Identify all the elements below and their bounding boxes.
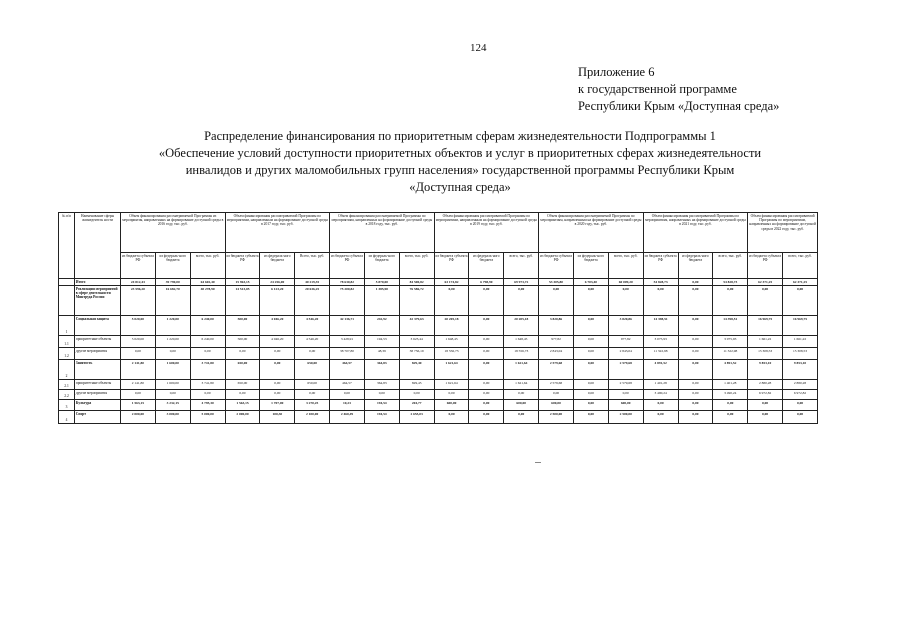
value-cell: 194,54 — [364, 400, 399, 411]
value-cell: 9 853,10 — [748, 360, 783, 380]
value-cell: 0,00 — [504, 286, 539, 316]
value-cell: 0,00 — [748, 286, 783, 316]
value-cell: 6 240,00 — [190, 316, 225, 336]
value-cell: 63 174,82 — [434, 279, 469, 286]
value-cell: 0,00 — [608, 286, 643, 316]
value-cell: 829,40 — [399, 360, 434, 380]
value-cell: 16 969,75 — [783, 316, 818, 336]
value-cell: 1 661,22 — [783, 336, 818, 348]
value-cell: 650,00 — [295, 380, 330, 390]
value-cell: 16 969,75 — [748, 316, 783, 336]
value-cell: 0,00 — [190, 348, 225, 360]
value-cell: 0,00 — [469, 411, 504, 424]
value-cell: 2 655,03 — [399, 411, 434, 424]
value-cell: 78 630,82 — [330, 279, 365, 286]
value-cell: 0,00 — [434, 390, 469, 400]
value-cell: 0,00 — [260, 380, 295, 390]
value-cell: 3 000,00 — [155, 411, 190, 424]
value-cell: 4 795,30 — [190, 400, 225, 411]
title-line-4: «Доступная среда» — [409, 180, 511, 194]
value-cell: 3 075,93 — [643, 336, 678, 348]
row-name: другие мероприятия — [75, 390, 121, 400]
table-row — [59, 286, 818, 316]
value-cell: 2 460,49 — [330, 411, 365, 424]
value-cell: 364,83 — [364, 360, 399, 380]
header-year-2020: Объем финансирования рассматриваемой Программы по мероприятиям, направленным на формирование доступной среды в 2020 году, тыс. руб. — [539, 213, 644, 253]
value-cell: 3 741,80 — [190, 380, 225, 390]
value-cell: 0,00 — [434, 411, 469, 424]
value-cell: 0,00 — [469, 336, 504, 348]
value-cell: 500,00 — [225, 316, 260, 336]
value-cell: 1 621,64 — [434, 380, 469, 390]
value-cell: 0,00 — [155, 390, 190, 400]
value-cell: 0,00 — [260, 390, 295, 400]
value-cell: 0,00 — [573, 390, 608, 400]
value-cell: 6 240,00 — [190, 336, 225, 348]
value-cell: 15 963,15 — [225, 279, 260, 286]
table-row — [59, 348, 818, 360]
value-cell: 24 256,00 — [260, 279, 295, 286]
subheader-cell: из бюджета субъекта РФ — [434, 253, 469, 279]
value-cell: 1 707,00 — [260, 400, 295, 411]
row-name: Занятость — [75, 360, 121, 380]
subheader-cell: из федераль-ного бюджета — [469, 253, 504, 279]
value-cell: 6 703,40 — [573, 279, 608, 286]
value-cell: 0,00 — [678, 316, 713, 336]
value-cell: 1 385,90 — [364, 286, 399, 316]
header-year-2018: Объем финансирования рассматриваемой Программы по мероприятиям, направленных на формирование доступной среды в 2018 году, тыс. руб. — [330, 213, 435, 253]
value-cell: 0,00 — [643, 286, 678, 316]
value-cell: 3 623,44 — [399, 336, 434, 348]
financing-table — [58, 212, 818, 424]
value-cell: 0,00 — [573, 348, 608, 360]
subheader-cell: из федераль-ного бюджета — [364, 253, 399, 279]
value-cell: 600,00 — [434, 400, 469, 411]
subheader-cell: из бюджета субъекта РФ — [748, 253, 783, 279]
value-cell: 0,00 — [469, 316, 504, 336]
value-cell: 0,00 — [748, 411, 783, 424]
title-line-1: Распределение финансирования по приоритетным сферам жизнедеятельности Подпрограммы 1 — [204, 129, 716, 143]
value-cell: 194,53 — [364, 336, 399, 348]
value-cell: 42 379,63 — [399, 316, 434, 336]
value-cell: 2 579,68 — [608, 380, 643, 390]
annex-block — [578, 64, 779, 115]
value-cell: 977,82 — [539, 336, 574, 348]
scan-mark — [535, 462, 541, 463]
row-number — [59, 286, 75, 316]
subheader-cell: из бюджета субъекта РФ — [121, 253, 156, 279]
subheader-cell: всего, тыс. руб. — [783, 253, 818, 279]
value-cell: 3 232,15 — [155, 400, 190, 411]
value-cell: 829,45 — [399, 380, 434, 390]
value-cell: 0,00 — [469, 380, 504, 390]
value-cell: 5 020,00 — [121, 336, 156, 348]
value-cell: 2 000,00 — [225, 411, 260, 424]
value-cell: 14 398,51 — [713, 316, 748, 336]
value-cell: 0,00 — [678, 286, 713, 316]
value-cell: 500,00 — [225, 336, 260, 348]
value-cell: 6 123,20 — [260, 286, 295, 316]
row-number: 2.2 — [59, 390, 75, 400]
value-cell: 0,00 — [748, 400, 783, 411]
table-row — [59, 279, 818, 286]
value-cell: 0,00 — [783, 411, 818, 424]
value-cell: 14 513,05 — [225, 286, 260, 316]
value-cell: 0,00 — [678, 348, 713, 360]
header-year-2019: Объем финансирования рассматриваемой Программы по мероприятиям, направленным на формирование доступной среды в 2019 году, тыс. руб. — [434, 213, 539, 253]
value-cell: 0,00 — [504, 411, 539, 424]
value-cell: 0,00 — [678, 380, 713, 390]
value-cell: 0,00 — [330, 390, 365, 400]
annex-line-2: к государственной программе — [578, 82, 737, 96]
value-cell: 600,00 — [608, 400, 643, 411]
page-number: 124 — [470, 42, 487, 54]
table-row — [59, 336, 818, 348]
value-cell: 9 853,10 — [783, 360, 818, 380]
value-cell: 0,00 — [399, 390, 434, 400]
value-cell: 1 648,45 — [434, 336, 469, 348]
value-cell: 0,00 — [608, 390, 643, 400]
value-cell: 0,00 — [678, 400, 713, 411]
title-line-2: «Обеспечение условий доступности приоритетных объектов и услуг в приоритетных сферах жизнедеятельности — [158, 146, 762, 160]
value-cell: 1 401,28 — [713, 380, 748, 390]
value-cell: 42 136,71 — [330, 316, 365, 336]
table-row — [59, 360, 818, 380]
value-cell: 0,00 — [539, 286, 574, 316]
row-name: Реализация мероприятий в сфере деятельности Минтруда России — [75, 286, 121, 316]
value-cell: 4 046,20 — [260, 336, 295, 348]
value-cell: 0,00 — [713, 286, 748, 316]
value-cell: 364,83 — [364, 380, 399, 390]
value-cell: 1 220,00 — [155, 336, 190, 348]
value-cell: 0,00 — [225, 390, 260, 400]
value-cell: 2 579,68 — [539, 380, 574, 390]
value-cell: 0,00 — [155, 348, 190, 360]
value-cell: 204,77 — [399, 400, 434, 411]
value-cell: 0,00 — [678, 279, 713, 286]
header-no: № п/п — [59, 213, 75, 279]
annex-line-3: Республики Крым «Доступная среда» — [578, 99, 780, 113]
value-cell: 3 075,93 — [713, 336, 748, 348]
value-cell: 3 820,86 — [608, 316, 643, 336]
value-cell: 2 500,00 — [539, 411, 574, 424]
value-cell: 1 600,00 — [155, 360, 190, 380]
header-year-2017: Объем финансирования рассматриваемой Программы по мероприятиям, направленным на формирование доступной среды в 2017 году, тыс. руб. — [225, 213, 330, 253]
table-header-row-1 — [59, 213, 818, 253]
value-cell: 464,57 — [330, 380, 365, 390]
row-number: 1.2 — [59, 348, 75, 360]
value-cell: 4 046,20 — [260, 316, 295, 336]
value-cell: 1 600,00 — [155, 380, 190, 390]
value-cell: 84 500,82 — [399, 279, 434, 286]
value-cell: 1 648,45 — [504, 336, 539, 348]
row-number: 1 — [59, 316, 75, 336]
row-number: 3 — [59, 400, 75, 411]
subheader-cell: Всего, тыс. руб. — [295, 253, 330, 279]
value-cell: 2 000,00 — [121, 411, 156, 424]
value-cell: 464,57 — [330, 360, 365, 380]
value-cell: 0,00 — [713, 411, 748, 424]
value-cell: 0,00 — [190, 390, 225, 400]
row-number: 2.1 — [59, 380, 75, 390]
value-cell: 1 563,15 — [121, 400, 156, 411]
subheader-cell: всего, тыс. руб. — [399, 253, 434, 279]
value-cell: 0,00 — [469, 390, 504, 400]
value-cell: 1 563,15 — [225, 400, 260, 411]
subheader-cell: из бюджета субъекта РФ — [643, 253, 678, 279]
row-name: приоритетные объекты — [75, 380, 121, 390]
value-cell: 1 621,64 — [434, 360, 469, 380]
value-cell: 3 490,24 — [643, 390, 678, 400]
value-cell: 2 843,04 — [608, 348, 643, 360]
value-cell: 977,82 — [608, 336, 643, 348]
value-cell: 0,00 — [225, 348, 260, 360]
value-cell: 1 220,00 — [155, 316, 190, 336]
header-year-2016: Объем финансирования рассматриваемой Программы из мероприятия, направленных на формирование доступной среды в 2016 году, тыс. руб. — [121, 213, 226, 253]
document-title — [110, 128, 810, 196]
value-cell: 4 546,20 — [295, 316, 330, 336]
value-cell: 0,00 — [678, 336, 713, 348]
value-cell: 0,00 — [504, 390, 539, 400]
value-cell: 4 546,20 — [295, 336, 330, 348]
subheader-cell: из федераль-ного бюджета — [260, 253, 295, 279]
value-cell: 2 141,80 — [121, 380, 156, 390]
value-cell: 38 707,80 — [330, 348, 365, 360]
value-cell: 0,00 — [678, 390, 713, 400]
header-year-2021: Объем финансирования рассматриваемой Программы по мероприятиям, направленных на формирование доступной среды в 2021 году, тыс. руб. — [643, 213, 748, 253]
value-cell: 54 828,73 — [643, 279, 678, 286]
value-cell: 11 322,98 — [713, 348, 748, 360]
subheader-cell: из бюджета субъекта РФ — [330, 253, 365, 279]
value-cell: 10,23 — [330, 400, 365, 411]
value-cell: 650,00 — [295, 360, 330, 380]
value-cell: 2 880,28 — [783, 380, 818, 390]
value-cell: 60 009,20 — [608, 279, 643, 286]
value-cell: 75 200,82 — [330, 286, 365, 316]
value-cell: 53 305,80 — [539, 279, 574, 286]
value-cell: 62 371,25 — [748, 279, 783, 286]
subheader-cell: всего, тыс. руб. — [713, 253, 748, 279]
value-cell: 38 756,19 — [399, 348, 434, 360]
value-cell: 0,00 — [573, 316, 608, 336]
value-cell: 6 972,82 — [748, 390, 783, 400]
value-cell: 0,00 — [121, 390, 156, 400]
value-cell: 16 682,70 — [155, 286, 190, 316]
value-cell: 0,00 — [121, 348, 156, 360]
value-cell: 0,00 — [783, 400, 818, 411]
row-name: Итого — [75, 279, 121, 286]
value-cell: 0,00 — [678, 411, 713, 424]
value-cell: 18 556,73 — [504, 348, 539, 360]
value-cell: 20 205,18 — [504, 316, 539, 336]
value-cell: 2 843,04 — [539, 348, 574, 360]
table-row — [59, 411, 818, 424]
value-cell: 650,00 — [225, 380, 260, 390]
value-cell: 0,00 — [434, 286, 469, 316]
value-cell: 1 401,28 — [643, 380, 678, 390]
value-cell: 54 828,73 — [713, 279, 748, 286]
header-year-2022: Объем финансирования рассматриваемой Программы по мероприятиям, направленных на формирование доступной среды в 2022 году, тыс. руб. — [748, 213, 818, 253]
value-cell: 3 270,25 — [295, 400, 330, 411]
value-cell: 69 973,72 — [504, 279, 539, 286]
value-cell: 2 141,80 — [121, 360, 156, 380]
value-cell: 100,30 — [260, 411, 295, 424]
subheader-cell: всего, тыс. руб. — [190, 253, 225, 279]
subheader-cell: из федераль-ного бюджета — [573, 253, 608, 279]
row-name: Социальная защита — [75, 316, 121, 336]
value-cell: 2 500,00 — [608, 411, 643, 424]
value-cell: 0,00 — [469, 360, 504, 380]
value-cell: 5 020,00 — [121, 316, 156, 336]
value-cell: 76 586,72 — [399, 286, 434, 316]
subheader-cell: из федераль-ного бюджета — [155, 253, 190, 279]
title-line-3: инвалидов и других маломобильных групп населения» государственной программы Республики Крым — [185, 163, 735, 177]
value-cell: 3 741,80 — [190, 360, 225, 380]
value-cell: 15 308,53 — [748, 348, 783, 360]
value-cell: 3 428,91 — [330, 336, 365, 348]
value-cell: 4 891,52 — [643, 360, 678, 380]
value-cell: 2 100,00 — [295, 411, 330, 424]
value-cell: 14 398,51 — [643, 316, 678, 336]
value-cell: 20 636,25 — [295, 286, 330, 316]
value-cell: 0,00 — [295, 390, 330, 400]
value-cell: 600,00 — [539, 400, 574, 411]
value-cell: 0,00 — [643, 400, 678, 411]
table-row — [59, 390, 818, 400]
value-cell: 40 278,90 — [190, 286, 225, 316]
value-cell: 0,00 — [643, 411, 678, 424]
value-cell: 5 000,00 — [190, 411, 225, 424]
value-cell: 0,00 — [469, 400, 504, 411]
value-cell: 1 661,22 — [748, 336, 783, 348]
value-cell: 6 798,90 — [469, 279, 504, 286]
value-cell: 600,00 — [504, 400, 539, 411]
value-cell: 40 219,35 — [295, 279, 330, 286]
annex-line-1: Приложение 6 — [578, 65, 655, 79]
value-cell: 0,00 — [573, 286, 608, 316]
row-name: другие мероприятия — [75, 348, 121, 360]
value-cell: 0,00 — [260, 348, 295, 360]
row-name: Спорт — [75, 411, 121, 424]
row-number — [59, 279, 75, 286]
value-cell: 18 556,73 — [434, 348, 469, 360]
subheader-cell: из бюджета субъекта РФ — [225, 253, 260, 279]
value-cell: 0,00 — [573, 336, 608, 348]
value-cell: 20 205,18 — [434, 316, 469, 336]
value-cell: 242,92 — [364, 316, 399, 336]
value-cell: 0,00 — [539, 390, 574, 400]
value-cell: 0,00 — [678, 360, 713, 380]
value-cell: 5 870,00 — [364, 279, 399, 286]
value-cell: 15 308,53 — [783, 348, 818, 360]
row-name: приоритетные объекты — [75, 336, 121, 348]
value-cell: 4 891,52 — [713, 360, 748, 380]
row-name: Культура — [75, 400, 121, 411]
table-row — [59, 316, 818, 336]
value-cell: 64 602,40 — [190, 279, 225, 286]
table-row — [59, 400, 818, 411]
value-cell: 6 972,82 — [783, 390, 818, 400]
row-number: 2 — [59, 360, 75, 380]
value-cell: 194,54 — [364, 411, 399, 424]
table-row — [59, 380, 818, 390]
value-cell: 0,00 — [783, 286, 818, 316]
value-cell: 1 621,64 — [504, 360, 539, 380]
value-cell: 62 371,25 — [783, 279, 818, 286]
value-cell: 0,00 — [469, 286, 504, 316]
value-cell: 0,00 — [469, 348, 504, 360]
value-cell: 650,00 — [225, 360, 260, 380]
value-cell: 3 490,24 — [713, 390, 748, 400]
subheader-cell: из федераль-ного бюджета — [678, 253, 713, 279]
value-cell: 0,00 — [713, 400, 748, 411]
row-number: 1.1 — [59, 336, 75, 348]
table-header-row-2 — [59, 253, 818, 279]
subheader-cell: всего, тыс. руб. — [504, 253, 539, 279]
value-cell: 39 790,00 — [155, 279, 190, 286]
value-cell: 2 579,68 — [608, 360, 643, 380]
row-number: 4 — [59, 411, 75, 424]
value-cell: 0,00 — [573, 360, 608, 380]
value-cell: 1 621,64 — [504, 380, 539, 390]
value-cell: 23 596,20 — [121, 286, 156, 316]
value-cell: 11 322,98 — [643, 348, 678, 360]
value-cell: 2 880,28 — [748, 380, 783, 390]
value-cell: 24 812,43 — [121, 279, 156, 286]
value-cell: 2 579,68 — [539, 360, 574, 380]
value-cell: 0,00 — [295, 348, 330, 360]
subheader-cell: из бюджета субъекта РФ — [539, 253, 574, 279]
value-cell: 48,39 — [364, 348, 399, 360]
value-cell: 0,00 — [573, 400, 608, 411]
subheader-cell: всего, тыс. руб. — [608, 253, 643, 279]
value-cell: 0,00 — [573, 411, 608, 424]
header-name: Наименование сферы жизнедеятель ности — [75, 213, 121, 279]
value-cell: 3 820,86 — [539, 316, 574, 336]
value-cell: 0,00 — [364, 390, 399, 400]
value-cell: 0,00 — [573, 380, 608, 390]
value-cell: 0,00 — [260, 360, 295, 380]
